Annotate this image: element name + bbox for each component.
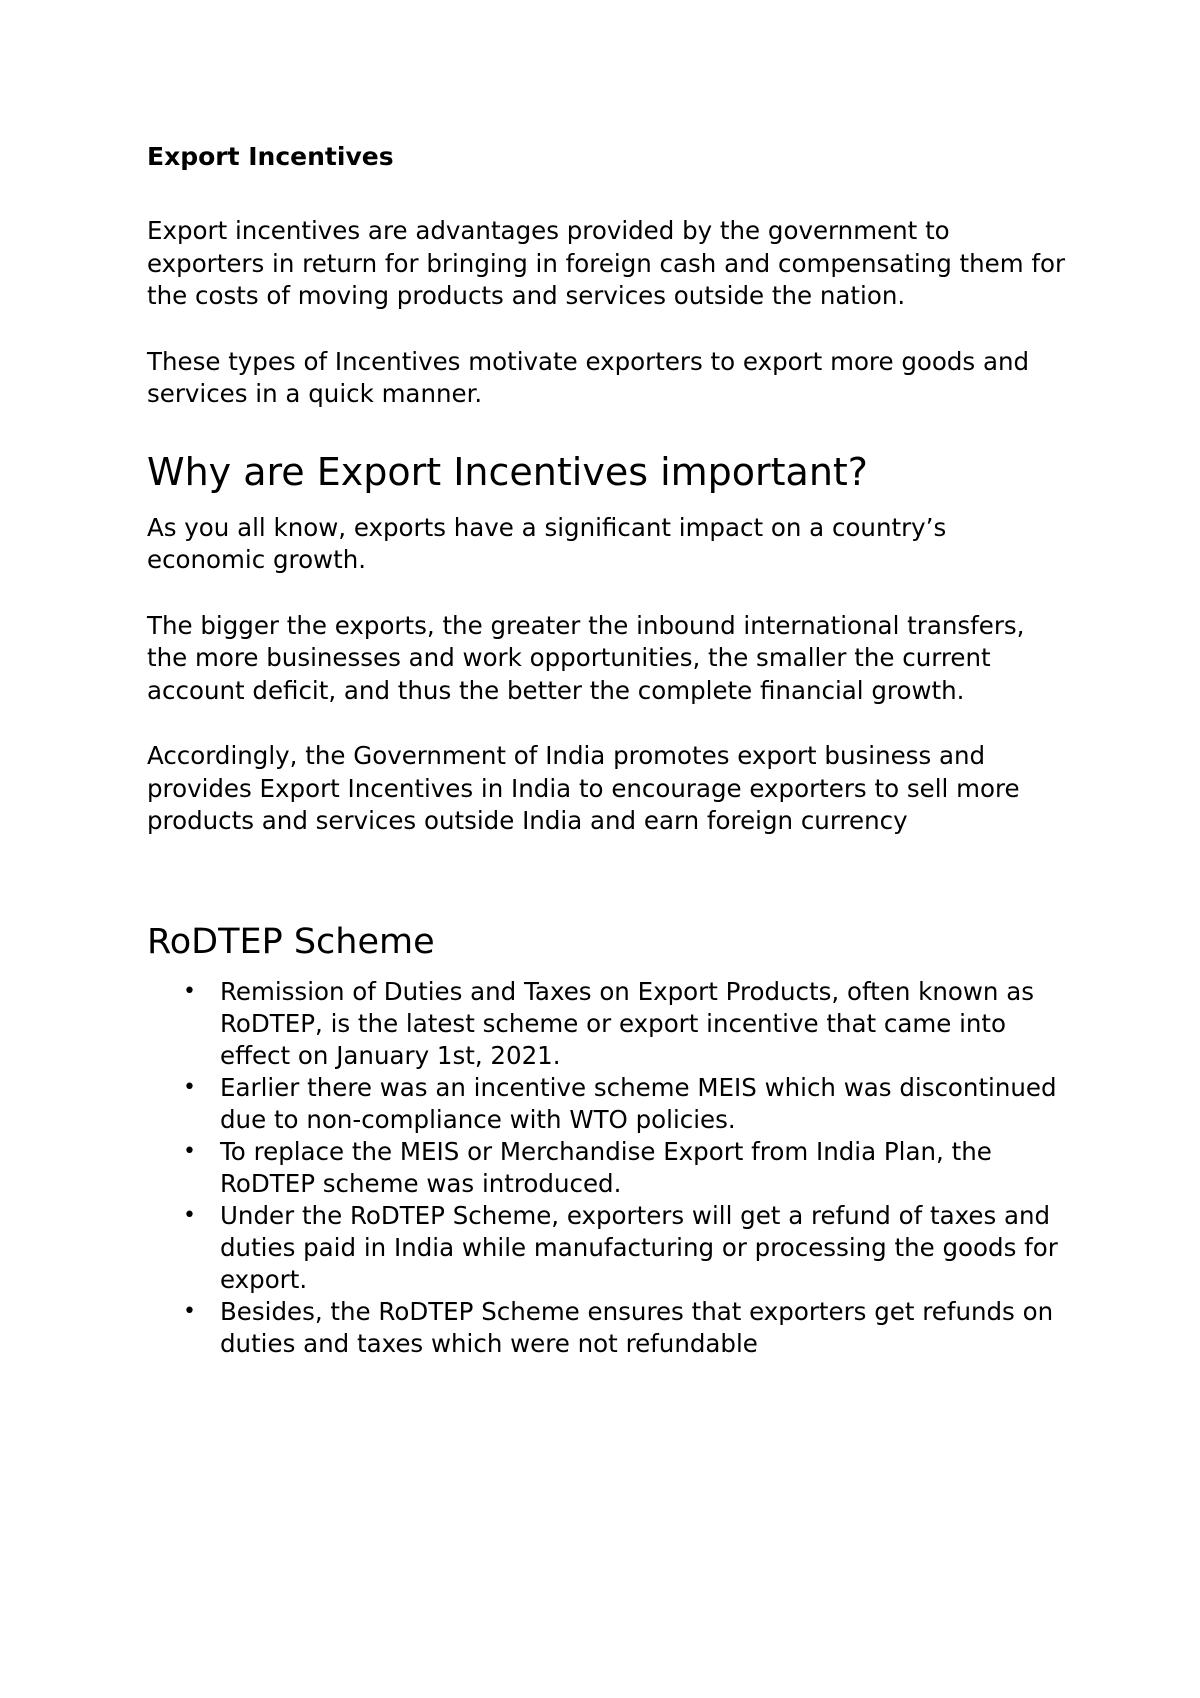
- rodtep-bullet-list: [147, 976, 1067, 1360]
- list-item-text: Under the RoDTEP Scheme, exporters will get a refund of taxes and duties paid in India while manufacturing or processing the goods for export.: [220, 1200, 1058, 1294]
- list-item: [147, 1072, 1067, 1136]
- list-item: [147, 1296, 1067, 1360]
- list-item-text: Besides, the RoDTEP Scheme ensures that exporters get refunds on duties and taxes which were not refundable: [220, 1296, 1054, 1358]
- why-paragraph-2: The bigger the exports, the greater the inbound international transfers, the more businesses and work opportunities, the smaller the current account deficit, and thus the better the complete financial growth.: [147, 610, 1025, 705]
- intro-paragraph-1: Export incentives are advantages provided by the government to exporters in return for bringing in foreign cash and compensating them for the costs of moving products and services outside the nation.: [147, 216, 1066, 310]
- bullet-icon: •: [183, 978, 196, 1004]
- document-title: Export Incentives: [147, 142, 394, 171]
- document-page: [147, 140, 1067, 1360]
- list-item: [147, 1200, 1067, 1296]
- bullet-icon: •: [183, 1074, 196, 1100]
- list-item-text: Earlier there was an incentive scheme MEIS which was discontinued due to non-compliance with WTO policies.: [220, 1072, 1057, 1134]
- list-item: [147, 976, 1067, 1072]
- section-heading-rodtep: RoDTEP Scheme: [147, 921, 435, 962]
- bullet-icon: •: [183, 1138, 196, 1164]
- why-paragraph-3: Accordingly, the Government of India promotes export business and provides Export Incentives in India to encourage exporters to sell more products and services outside India and earn foreign currency: [147, 741, 1020, 835]
- why-paragraph-1: As you all know, exports have a significant impact on a country’s economic growth.: [147, 512, 947, 574]
- intro-paragraph-2: These types of Incentives motivate exporters to export more goods and services in a quick manner.: [147, 346, 1030, 408]
- list-item-text: Remission of Duties and Taxes on Export Products, often known as RoDTEP, is the latest scheme or export incentive that came into effect on January 1st, 2021.: [220, 976, 1034, 1070]
- bullet-icon: •: [183, 1298, 196, 1324]
- list-item-text: To replace the MEIS or Merchandise Export from India Plan, the RoDTEP scheme was introduced.: [220, 1136, 992, 1198]
- section-heading-why: Why are Export Incentives important?: [147, 449, 868, 494]
- bullet-icon: •: [183, 1202, 196, 1228]
- list-item: [147, 1136, 1067, 1200]
